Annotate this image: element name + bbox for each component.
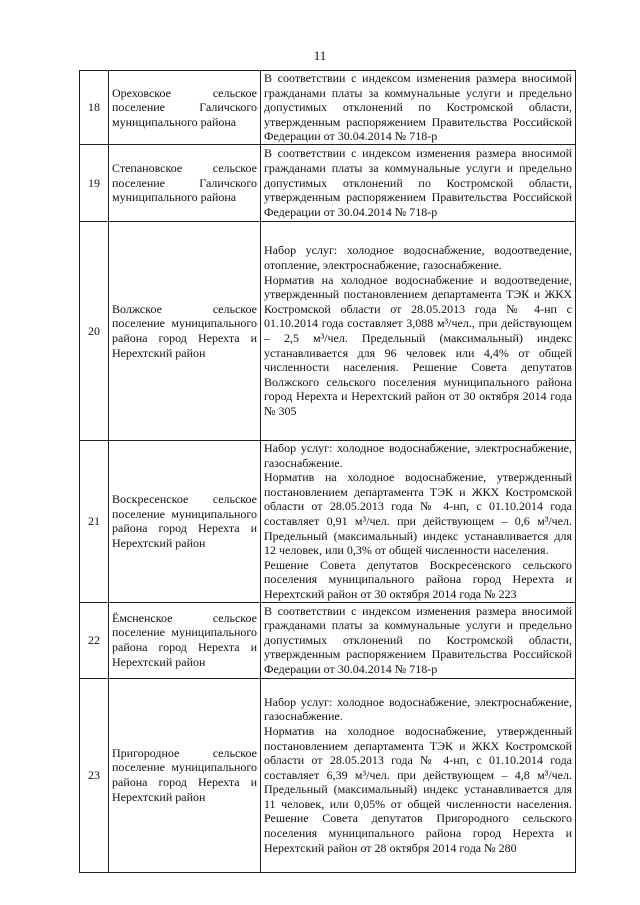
row-number: 19 [80, 144, 109, 221]
description-paragraph: Норматив на холодное водоснабжение, утвержденный постановлением департамента ТЭК и ЖКХ Костромской области от 28.05.2013 года № 4-нп, с 01.10.2014 года составляет 0,91 м³/чел. при действующем – 0,6 м³/чел. Предельный (максимальный) индекс устанавливается для 12 человек, или 0,3% от общей численности населения. [264, 470, 572, 558]
table-row [80, 71, 576, 145]
table-row [80, 602, 576, 678]
settlement-name: Волжское сельское поселение муниципального района город Нерехта и Нерехтский район [109, 221, 261, 440]
row-description [261, 144, 576, 221]
row-description [261, 71, 576, 145]
settlement-name: Степановское сельское поселение Галичского муниципального района [109, 144, 261, 221]
description-paragraph: Набор услуг: холодное водоснабжение, электроснабжение, газоснабжение. [264, 440, 572, 470]
description-paragraph: Норматив на холодное водоснабжение, утвержденный постановлением департамента ТЭК и ЖКХ Костромской области от 28.05.2013 года № 4-нп, с 01.10.2014 года составляет 6,39 м³/чел. при действующем – 4,8 м³/чел. Предельный (максимальный) индекс устанавливается для 11 человек, или 0,05% от общей численности населения. Решение Совета депутатов Пригородного сельского поселения муниципального района город Нерехта и Нерехтский район от 28 октября 2014 года № 280 [264, 723, 572, 855]
row-number: 20 [80, 221, 109, 440]
row-description [261, 678, 576, 872]
tariff-table [79, 70, 576, 873]
description-paragraph: Решение Совета депутатов Воскресенского сельского поселения муниципального района город Нерехта и Нерехтский район от 30 октября 2014 года № 223 [264, 557, 572, 601]
description-paragraph: Набор услуг: холодное водоснабжение, электроснабжение, газоснабжение. [264, 694, 572, 724]
settlement-name: Ёмсненское сельское поселение муниципального района город Нерехта и Нерехтский район [109, 602, 261, 678]
settlement-name: Пригородное сельское поселение муниципального района город Нерехта и Нерехтский район [109, 678, 261, 872]
description-paragraph: В соответствии с индексом изменения размера вносимой гражданами платы за коммунальные услуги и предельно допустимых отклонений по Костромской области, утвержденным распоряжением Правительства Российской Федерации от 30.04.2014 № 718-р [264, 146, 572, 219]
row-description [261, 440, 576, 602]
description-paragraph: В соответствии с индексом изменения размера вносимой гражданами платы за коммунальные услуги и предельно допустимых отклонений по Костромской области, утвержденным распоряжением Правительства Российской Федерации от 30.04.2014 № 718-р [264, 603, 572, 676]
row-number: 22 [80, 602, 109, 678]
row-number: 23 [80, 678, 109, 872]
page-number: 11 [313, 48, 327, 63]
table-row [80, 678, 576, 872]
row-number: 21 [80, 440, 109, 602]
description-paragraph: В соответствии с индексом изменения размера вносимой гражданами платы за коммунальные услуги и предельно допустимых отклонений по Костромской области, утвержденным распоряжением Правительства Российской Федерации от 30.04.2014 № 718-р [264, 71, 572, 144]
description-paragraph: Норматив на холодное водоснабжение и водоотведение, утвержденный постановлением департамента ТЭК и ЖКХ Костромской области от 28.05.2013 года № 4-нп с 01.10.2014 года составляет 3,088 м³/чел., при действующем – 2,5 м³/чел. Предельный (максимальный) индекс устанавливается для 96 человек или 4,4% от общей численности населения. Решение Совета депутатов Волжского сельского поселения муниципального района город Нерехта и Нерехтский район от 30 октября 2014 года № 305 [264, 272, 572, 418]
description-paragraph: Набор услуг: холодное водоснабжение, водоотведение, отопление, электроснабжение, газоснабжение. [264, 243, 572, 272]
row-description [261, 221, 576, 440]
row-description [261, 602, 576, 678]
settlement-name: Ореховское сельское поселение Галичского муниципального района [109, 71, 261, 145]
table-row [80, 221, 576, 440]
row-number: 18 [80, 71, 109, 145]
table-row [80, 144, 576, 221]
table-row [80, 440, 576, 602]
settlement-name: Воскресенское сельское поселение муниципального района город Нерехта и Нерехтский район [109, 440, 261, 602]
